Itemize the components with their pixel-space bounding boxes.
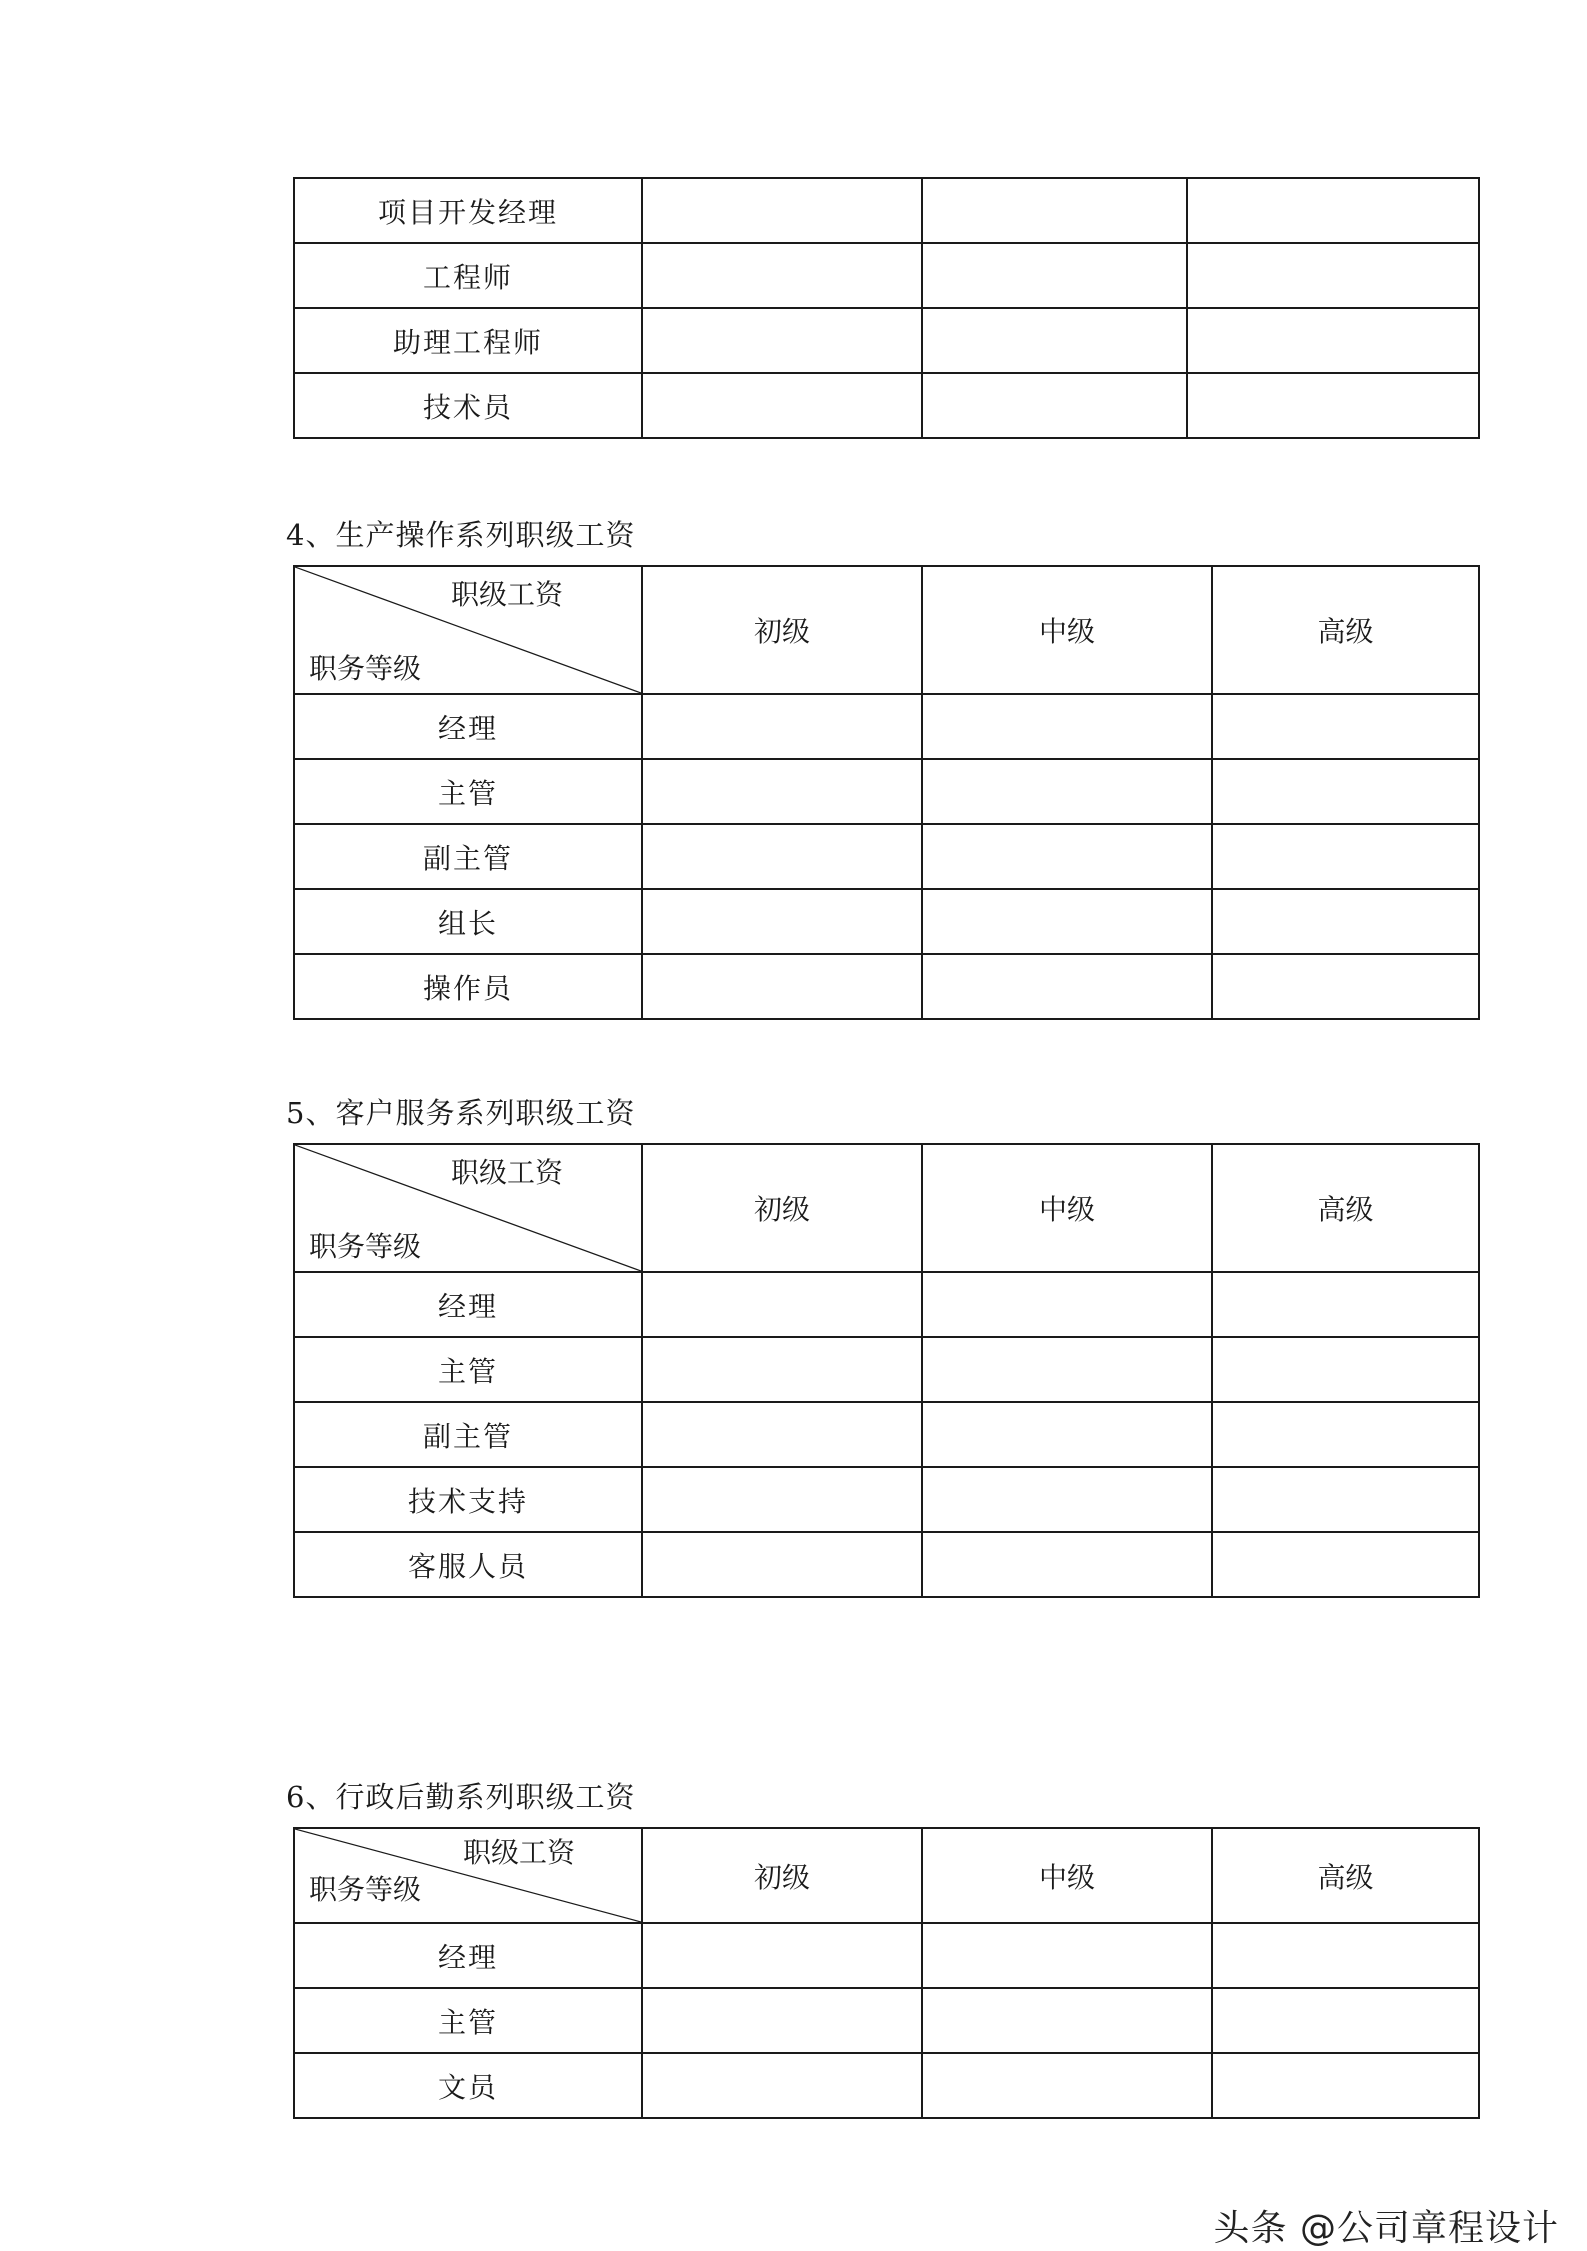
table-cell bbox=[922, 373, 1187, 438]
column-header: 高级 bbox=[1212, 1144, 1479, 1272]
column-header: 中级 bbox=[922, 1828, 1212, 1923]
table-header-row bbox=[294, 566, 1479, 694]
diagonal-header-cell bbox=[294, 566, 642, 694]
table-cell bbox=[1212, 1988, 1479, 2053]
table-cell bbox=[642, 954, 922, 1019]
row-label: 项目开发经理 bbox=[294, 178, 642, 243]
table-cell bbox=[1187, 308, 1479, 373]
table-cell bbox=[1212, 694, 1479, 759]
row-label: 客服人员 bbox=[294, 1532, 642, 1597]
table-cell bbox=[922, 1337, 1212, 1402]
table-cell bbox=[922, 824, 1212, 889]
table-row bbox=[294, 1402, 1479, 1467]
row-label: 主管 bbox=[294, 1337, 642, 1402]
table-cell bbox=[922, 308, 1187, 373]
row-label: 主管 bbox=[294, 759, 642, 824]
table-cell bbox=[922, 889, 1212, 954]
table-cell bbox=[922, 954, 1212, 1019]
diagonal-header-cell bbox=[294, 1828, 642, 1923]
column-header: 初级 bbox=[642, 1144, 922, 1272]
corner-label-bottom: 职务等级 bbox=[309, 1230, 422, 1263]
table-row bbox=[294, 373, 1479, 438]
table-cell bbox=[642, 178, 922, 243]
table-row bbox=[294, 1337, 1479, 1402]
table-cell bbox=[922, 1402, 1212, 1467]
corner-label-top: 职级工资 bbox=[462, 1836, 575, 1869]
row-label: 助理工程师 bbox=[294, 308, 642, 373]
table-cell bbox=[922, 2053, 1212, 2118]
section-heading-customer-service: 5、客户服务系列职级工资 bbox=[286, 1096, 636, 1130]
table-cell bbox=[642, 759, 922, 824]
column-header: 高级 bbox=[1212, 1828, 1479, 1923]
table-cell bbox=[1212, 759, 1479, 824]
table-cell bbox=[922, 178, 1187, 243]
table-cell bbox=[642, 889, 922, 954]
table-cell bbox=[642, 2053, 922, 2118]
table-header-row bbox=[294, 1828, 1479, 1923]
table-row bbox=[294, 1923, 1479, 1988]
table-cell bbox=[1187, 178, 1479, 243]
table-row bbox=[294, 2053, 1479, 2118]
table-admin-logistics-series bbox=[293, 1827, 1480, 2119]
table-cell bbox=[642, 1272, 922, 1337]
table-cell bbox=[922, 1532, 1212, 1597]
table-header-row bbox=[294, 1144, 1479, 1272]
table-cell bbox=[922, 243, 1187, 308]
table-cell bbox=[1187, 373, 1479, 438]
row-label: 技术员 bbox=[294, 373, 642, 438]
table-cell bbox=[1212, 1402, 1479, 1467]
table-cell bbox=[1212, 1532, 1479, 1597]
table-cell bbox=[642, 1988, 922, 2053]
table-customer-service-series bbox=[293, 1143, 1480, 1598]
table-row bbox=[294, 1532, 1479, 1597]
table-cell bbox=[642, 1467, 922, 1532]
row-label: 经理 bbox=[294, 1923, 642, 1988]
table-row bbox=[294, 824, 1479, 889]
column-header: 初级 bbox=[642, 1828, 922, 1923]
table-cell bbox=[642, 308, 922, 373]
table-row bbox=[294, 1467, 1479, 1532]
row-label: 技术支持 bbox=[294, 1467, 642, 1532]
table-cell bbox=[1212, 1923, 1479, 1988]
table-row bbox=[294, 308, 1479, 373]
table-cell bbox=[922, 1988, 1212, 2053]
table-cell bbox=[642, 824, 922, 889]
table-row bbox=[294, 759, 1479, 824]
table-row bbox=[294, 243, 1479, 308]
table-cell bbox=[922, 1467, 1212, 1532]
row-label: 副主管 bbox=[294, 824, 642, 889]
table-cell bbox=[642, 1923, 922, 1988]
row-label: 组长 bbox=[294, 889, 642, 954]
table-cell bbox=[922, 1272, 1212, 1337]
table-row bbox=[294, 178, 1479, 243]
corner-label-bottom: 职务等级 bbox=[309, 1873, 422, 1906]
table-row bbox=[294, 1272, 1479, 1337]
table-cell bbox=[1212, 889, 1479, 954]
table-cell bbox=[642, 1402, 922, 1467]
table-cell bbox=[1212, 1467, 1479, 1532]
table-cell bbox=[642, 694, 922, 759]
table-cell bbox=[642, 1337, 922, 1402]
table-cell bbox=[642, 373, 922, 438]
table-tech-series-continued bbox=[293, 177, 1480, 439]
row-label: 工程师 bbox=[294, 243, 642, 308]
table-cell bbox=[1187, 243, 1479, 308]
column-header: 初级 bbox=[642, 566, 922, 694]
corner-label-top: 职级工资 bbox=[450, 1156, 563, 1189]
table-row bbox=[294, 694, 1479, 759]
row-label: 经理 bbox=[294, 694, 642, 759]
table-cell bbox=[642, 243, 922, 308]
table-cell bbox=[1212, 1337, 1479, 1402]
diagonal-header-cell bbox=[294, 1144, 642, 1272]
table-cell bbox=[1212, 2053, 1479, 2118]
section-heading-admin-logistics: 6、行政后勤系列职级工资 bbox=[286, 1780, 636, 1814]
table-cell bbox=[1212, 1272, 1479, 1337]
table-row bbox=[294, 954, 1479, 1019]
row-label: 文员 bbox=[294, 2053, 642, 2118]
table-row bbox=[294, 1988, 1479, 2053]
row-label: 主管 bbox=[294, 1988, 642, 2053]
row-label: 经理 bbox=[294, 1272, 642, 1337]
corner-label-top: 职级工资 bbox=[450, 578, 563, 611]
row-label: 副主管 bbox=[294, 1402, 642, 1467]
column-header: 中级 bbox=[922, 1144, 1212, 1272]
table-cell bbox=[922, 759, 1212, 824]
table-cell bbox=[1212, 954, 1479, 1019]
table-production-series bbox=[293, 565, 1480, 1020]
table-row bbox=[294, 889, 1479, 954]
watermark: 头条 @公司章程设计 bbox=[1213, 2208, 1559, 2249]
column-header: 中级 bbox=[922, 566, 1212, 694]
table-cell bbox=[1212, 824, 1479, 889]
column-header: 高级 bbox=[1212, 566, 1479, 694]
row-label: 操作员 bbox=[294, 954, 642, 1019]
table-cell bbox=[642, 1532, 922, 1597]
table-cell bbox=[922, 1923, 1212, 1988]
table-cell bbox=[922, 694, 1212, 759]
section-heading-production: 4、生产操作系列职级工资 bbox=[286, 518, 636, 552]
corner-label-bottom: 职务等级 bbox=[309, 652, 422, 685]
